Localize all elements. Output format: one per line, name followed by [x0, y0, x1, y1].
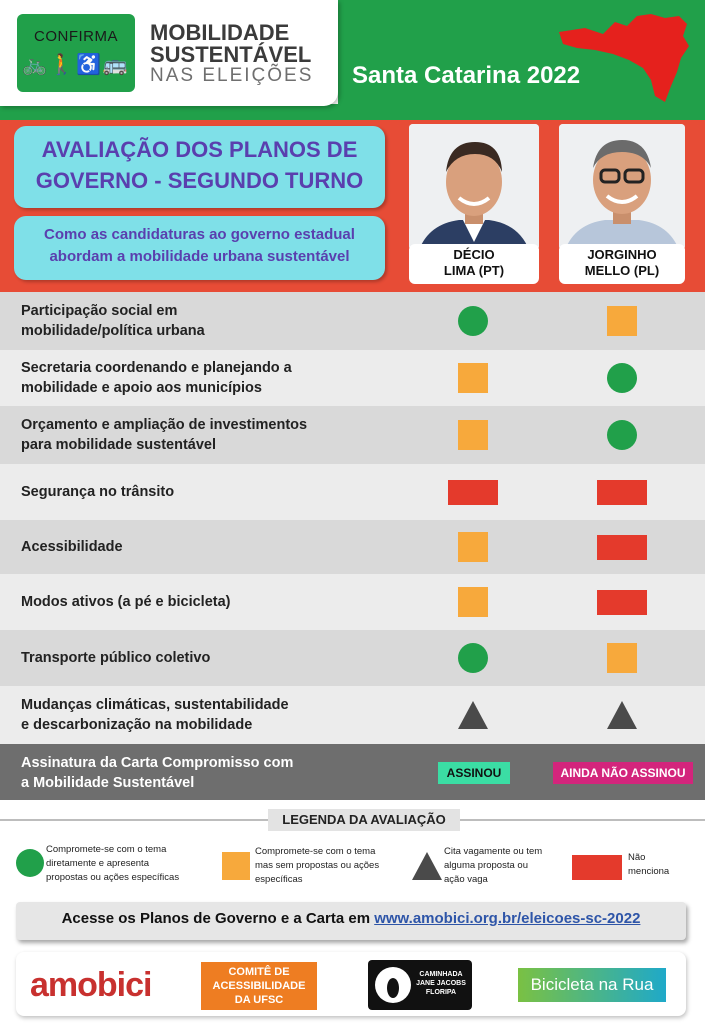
footprint-icon	[374, 966, 412, 1004]
row-label-line: para mobilidade sustentável	[21, 437, 217, 453]
brand-line-1: MOBILIDADE	[150, 20, 290, 45]
title-line-1: AVALIAÇÃO DOS PLANOS DE	[41, 137, 358, 162]
row-label	[21, 537, 123, 557]
comite-logo	[201, 962, 317, 1010]
square-rating-icon	[458, 532, 488, 562]
row-label-line: Secretaria coordenando e planejando a	[21, 360, 292, 376]
square-rating-icon	[458, 587, 488, 617]
legend-triangle-icon	[412, 852, 442, 880]
row-label-line: Orçamento e ampliação de investimentos	[21, 417, 308, 433]
bicicleta-na-rua-logo: Bicicleta na Rua	[518, 968, 666, 1002]
row-label-line: Acessibilidade	[21, 539, 123, 555]
row-label	[21, 358, 292, 398]
row-label-line: e descarbonização na mobilidade	[21, 717, 253, 733]
title-line-2: GOVERNO - SEGUNDO TURNO	[35, 168, 364, 193]
candidate-name-line-2: LIMA (PT)	[443, 263, 505, 278]
row-label-line: mobilidade e apoio aos municípios	[21, 380, 262, 396]
logo-text-line: CAMINHADA	[419, 971, 463, 978]
logo-text-line: FLORIPA	[425, 989, 457, 996]
bar-rating-icon	[597, 480, 647, 505]
legend-text-line: ação vaga	[444, 874, 488, 885]
caminhada-logo	[368, 960, 472, 1010]
legend-title: LEGENDA DA AVALIAÇÃO	[268, 809, 460, 831]
square-rating-icon	[607, 306, 637, 336]
signature-status-jorginho: AINDA NÃO ASSINOU	[553, 762, 693, 784]
legend-square-text	[255, 845, 379, 887]
legend-text-line: Não	[628, 852, 646, 863]
legend-bar-text	[628, 851, 669, 879]
logo-text-line: JANE JACOBS	[416, 980, 466, 987]
signature-label-line-2: a Mobilidade Sustentável	[21, 775, 195, 791]
signature-label	[21, 753, 293, 793]
candidate-photo-jorginho	[559, 124, 685, 250]
portrait-icon	[409, 124, 539, 250]
bar-rating-icon	[597, 590, 647, 615]
legend-text-line: propostas ou ações específicas	[46, 872, 180, 883]
row-label-line: Segurança no trânsito	[21, 484, 175, 500]
amobici-logo: amobici	[30, 966, 152, 1004]
circle-rating-icon	[458, 306, 488, 336]
legend-text-line: menciona	[628, 866, 670, 877]
legend-text-line: diretamente e apresenta	[46, 858, 149, 869]
legend-text-line: mas sem propostas ou ações	[255, 860, 380, 871]
header-green-strip	[0, 104, 705, 120]
square-rating-icon	[458, 363, 488, 393]
row-label	[21, 648, 210, 668]
brand-line-3: NAS ELEIÇÕES	[150, 65, 314, 86]
candidate-name-jorginho	[559, 244, 685, 284]
signature-label-line-1: Assinatura da Carta Compromisso com	[21, 755, 294, 771]
bar-rating-icon	[597, 535, 647, 560]
row-label-line: Modos ativos (a pé e bicicleta)	[21, 594, 231, 610]
subtitle-line-1: Como as candidaturas ao governo estadual	[44, 226, 355, 243]
square-rating-icon	[607, 643, 637, 673]
candidate-name-line-1: DÉCIO	[453, 247, 495, 262]
page-subtitle	[14, 224, 385, 268]
legend-text-line: Compromete-se com o tema	[46, 844, 167, 855]
logo-text-line: ACESSIBILIDADE	[212, 980, 306, 992]
triangle-rating-icon	[607, 701, 637, 729]
row-label-line: Participação social em	[21, 303, 178, 319]
row-label	[21, 301, 205, 341]
legend-text-line: alguma proposta ou	[444, 860, 528, 871]
logo-text-line: DA UFSC	[234, 994, 284, 1006]
candidate-name-line-1: JORGINHO	[587, 247, 657, 262]
logo-text-line: COMITÊ DE	[228, 966, 290, 978]
row-label-line: Transporte público coletivo	[21, 650, 211, 666]
triangle-rating-icon	[458, 701, 488, 729]
legend-text-line: específicas	[255, 874, 303, 885]
brand-line-2: SUSTENTÁVEL	[150, 42, 312, 67]
signature-status-decio: ASSINOU	[438, 762, 510, 784]
transport-icons: 🚲🚶♿🚌	[22, 54, 130, 76]
row-label	[21, 695, 289, 735]
square-rating-icon	[458, 420, 488, 450]
row-label-line: mobilidade/política urbana	[21, 323, 205, 339]
legend-circle-text	[46, 843, 179, 885]
link-prefix: Acesse os Planos de Governo e a Carta em	[61, 910, 375, 927]
row-label	[21, 482, 174, 502]
legend-text-line: Compromete-se com o tema	[255, 846, 376, 857]
circle-rating-icon	[458, 643, 488, 673]
plans-link[interactable]: www.amobici.org.br/eleicoes-sc-2022	[374, 910, 641, 927]
circle-rating-icon	[607, 420, 637, 450]
santa-catarina-map-icon	[555, 10, 695, 105]
page-title	[14, 134, 385, 196]
legend-square-icon	[222, 852, 250, 880]
candidate-photo-decio	[409, 124, 539, 250]
confirma-label: CONFIRMA	[34, 28, 118, 45]
candidate-name-line-2: MELLO (PL)	[584, 263, 660, 278]
circle-rating-icon	[607, 363, 637, 393]
region-title: Santa Catarina 2022	[352, 62, 581, 89]
legend-circle-icon	[16, 849, 44, 877]
row-label-line: Mudanças climáticas, sustentabilidade	[21, 697, 289, 713]
legend-triangle-text	[444, 845, 542, 887]
candidate-name-decio	[409, 244, 539, 284]
bar-rating-icon	[448, 480, 498, 505]
legend-bar-icon	[572, 855, 622, 880]
legend-text-line: Cita vagamente ou tem	[444, 846, 543, 857]
portrait-icon	[559, 124, 685, 250]
link-banner-text	[16, 910, 686, 927]
row-label	[21, 592, 231, 612]
row-label	[21, 415, 307, 455]
subtitle-line-2: abordam a mobilidade urbana sustentável	[49, 248, 350, 265]
